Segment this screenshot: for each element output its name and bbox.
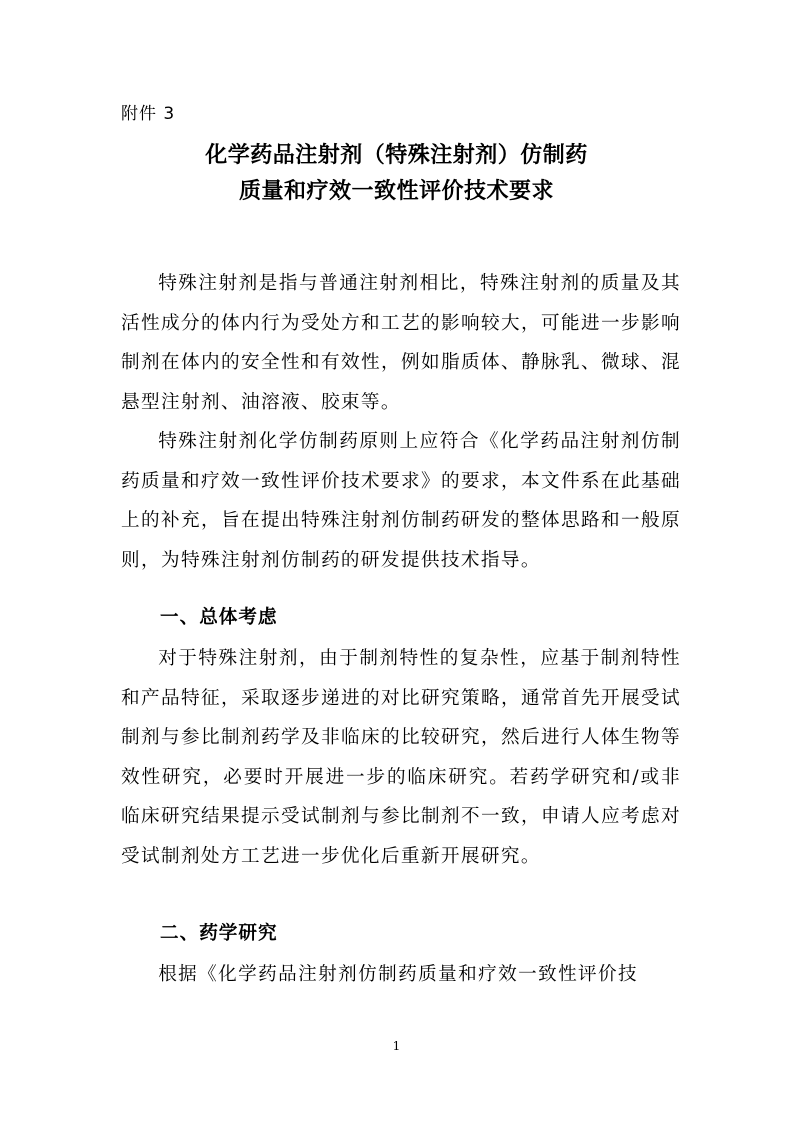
- paragraph-overview: 对于特殊注射剂，由于制剂特性的复杂性，应基于制剂特性和产品特征，采取逐步递进的对比研究策略，通常首先开展受试制剂与参比制剂药学及非临床的比较研究，然后进行人体生物等效性研究，必要时开展进一步的临床研究。若药学研究和/或非临床研究结果提示受试制剂与参比制剂不一致，申请人应考虑对受试制剂处方工艺进一步优化后重新开展研究。: [121, 648, 681, 867]
- page-number: 1: [392, 1039, 401, 1053]
- paragraph-definition: 特殊注射剂是指与普通注射剂相比，特殊注射剂的质量及其活性成分的体内行为受处方和工艺的影响较大，可能进一步影响制剂在体内的安全性和有效性，例如脂质体、静脉乳、微球、混悬型注射剂、油溶液、胶束等。: [121, 273, 681, 413]
- paragraph-scope: 特殊注射剂化学仿制药原则上应符合《化学药品注射剂仿制药质量和疗效一致性评价技术要求》的要求，本文件系在此基础上的补充，旨在提出特殊注射剂仿制药研发的整体思路和一般原则，为特殊注射剂仿制药的研发提供技术指导。: [121, 431, 681, 571]
- attachment-label: 附件 3: [121, 104, 176, 124]
- section-heading-overview: 一、总体考虑: [160, 607, 278, 628]
- document-title-line-1: 化学药品注射剂（特殊注射剂）仿制药: [205, 143, 588, 168]
- section-heading-pharmaceutical: 二、药学研究: [160, 923, 278, 944]
- paragraph-pharmaceutical: 根据《化学药品注射剂仿制药质量和疗效一致性评价技: [158, 964, 639, 985]
- document-title-line-2: 质量和疗效一致性评价技术要求: [238, 179, 554, 204]
